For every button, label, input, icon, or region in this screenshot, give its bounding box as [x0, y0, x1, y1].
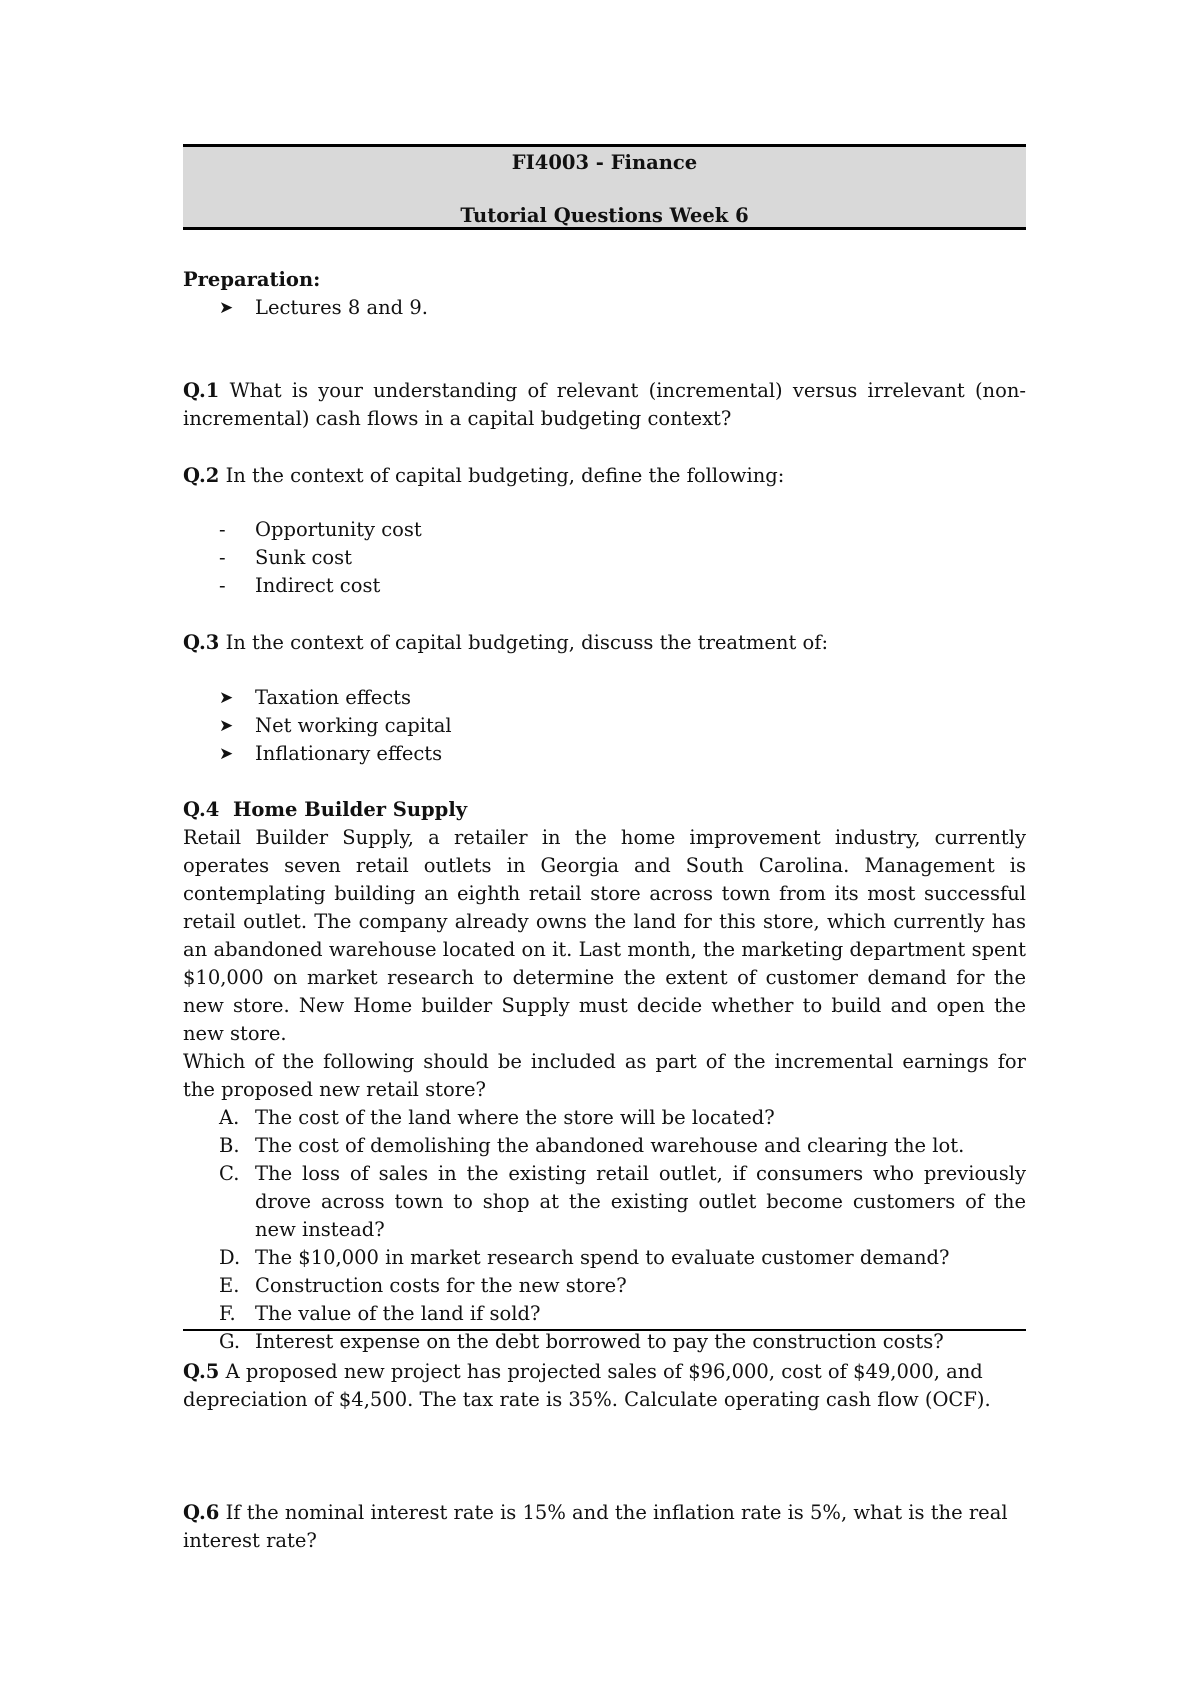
option-item: D. The $10,000 in market research spend to evaluate customer demand? [219, 1246, 950, 1269]
question-2-list [183, 516, 1026, 600]
question-text: What is your understanding of relevant (incremental) versus irrelevant (non-incremental) cash flows in a capital budgeting context? [183, 379, 1026, 430]
question-3 [183, 629, 1026, 657]
question-3-list [183, 684, 1026, 768]
arrow-bullet-icon: ➤ [219, 688, 234, 708]
question-2 [183, 462, 1026, 490]
option-item: F. The value of the land if sold? [219, 1302, 541, 1325]
question-text: In the context of capital budgeting, define the following: [225, 464, 785, 487]
preparation-label: Preparation: [183, 268, 321, 291]
list-item: ➤ Inflationary effects [183, 740, 1026, 768]
dash-bullet-icon: - [219, 518, 226, 541]
course-title: FI4003 - Finance [511, 151, 698, 174]
list-item: ➤ Net working capital [183, 712, 1026, 740]
preparation-item: ➤ Lectures 8 and 9. [183, 294, 1026, 322]
dash-bullet-icon: - [219, 546, 226, 569]
question-number: Q.1 [183, 379, 220, 402]
option-item: A. The cost of the land where the store will be located? [219, 1106, 775, 1129]
document-page [183, 144, 1026, 1552]
question-4 [183, 796, 1026, 1356]
option-item: B. The cost of demolishing the abandoned warehouse and clearing the lot. [219, 1134, 965, 1157]
question-4-heading [183, 796, 1026, 824]
option-item: C. The loss of sales in the existing retail outlet, if consumers who previously drove across town to shop at the existing outlet become customers of the new instead? [219, 1162, 1026, 1241]
question-5 [183, 1358, 1026, 1414]
option-item: E. Construction costs for the new store? [219, 1274, 627, 1297]
question-text: If the nominal interest rate is 15% and the inflation rate is 5%, what is the real interest rate? [183, 1501, 1008, 1552]
title-banner [183, 144, 1026, 230]
arrow-bullet-icon: ➤ [219, 298, 234, 318]
question-number: Q.3 [183, 631, 220, 654]
question-number: Q.4 [183, 798, 220, 821]
question-text: In the context of capital budgeting, discuss the treatment of: [225, 631, 829, 654]
question-1 [183, 377, 1026, 433]
preparation-section [183, 266, 1026, 322]
section-divider [183, 1329, 1026, 1331]
dash-bullet-icon: - [219, 574, 226, 597]
list-item: - Sunk cost [183, 544, 1026, 572]
question-text: A proposed new project has projected sales of $96,000, cost of $49,000, and depreciation of $4,500. The tax rate is 35%. Calculate operating cash flow (OCF). [183, 1360, 991, 1411]
tutorial-subtitle: Tutorial Questions Week 6 [460, 204, 749, 227]
list-item: - Opportunity cost [183, 516, 1026, 544]
case-title: Home Builder Supply [232, 798, 468, 821]
question-6 [183, 1499, 1026, 1555]
case-question: Which of the following should be included as part of the incremental earnings for the proposed new retail store? [183, 1050, 1026, 1101]
options-list [183, 1104, 1026, 1356]
question-number: Q.5 [183, 1360, 220, 1383]
case-body: Retail Builder Supply, a retailer in the home improvement industry, currently operates seven retail outlets in Georgia and South Carolina. Management is contemplating building an eighth retail store across town from its most successful retail outlet. The company already owns the land for this store, which currently has an abandoned warehouse located on it. Last month, the marketing department spent $10,000 on market research to determine the extent of customer demand for the new store. New Home builder Supply must decide whether to build and open the new store. [183, 826, 1026, 1045]
list-item: ➤ Taxation effects [183, 684, 1026, 712]
arrow-bullet-icon: ➤ [219, 744, 234, 764]
question-number: Q.6 [183, 1501, 220, 1524]
arrow-bullet-icon: ➤ [219, 716, 234, 736]
list-item: - Indirect cost [183, 572, 1026, 600]
option-item: G. Interest expense on the debt borrowed to pay the construction costs? [219, 1330, 944, 1353]
question-number: Q.2 [183, 464, 220, 487]
